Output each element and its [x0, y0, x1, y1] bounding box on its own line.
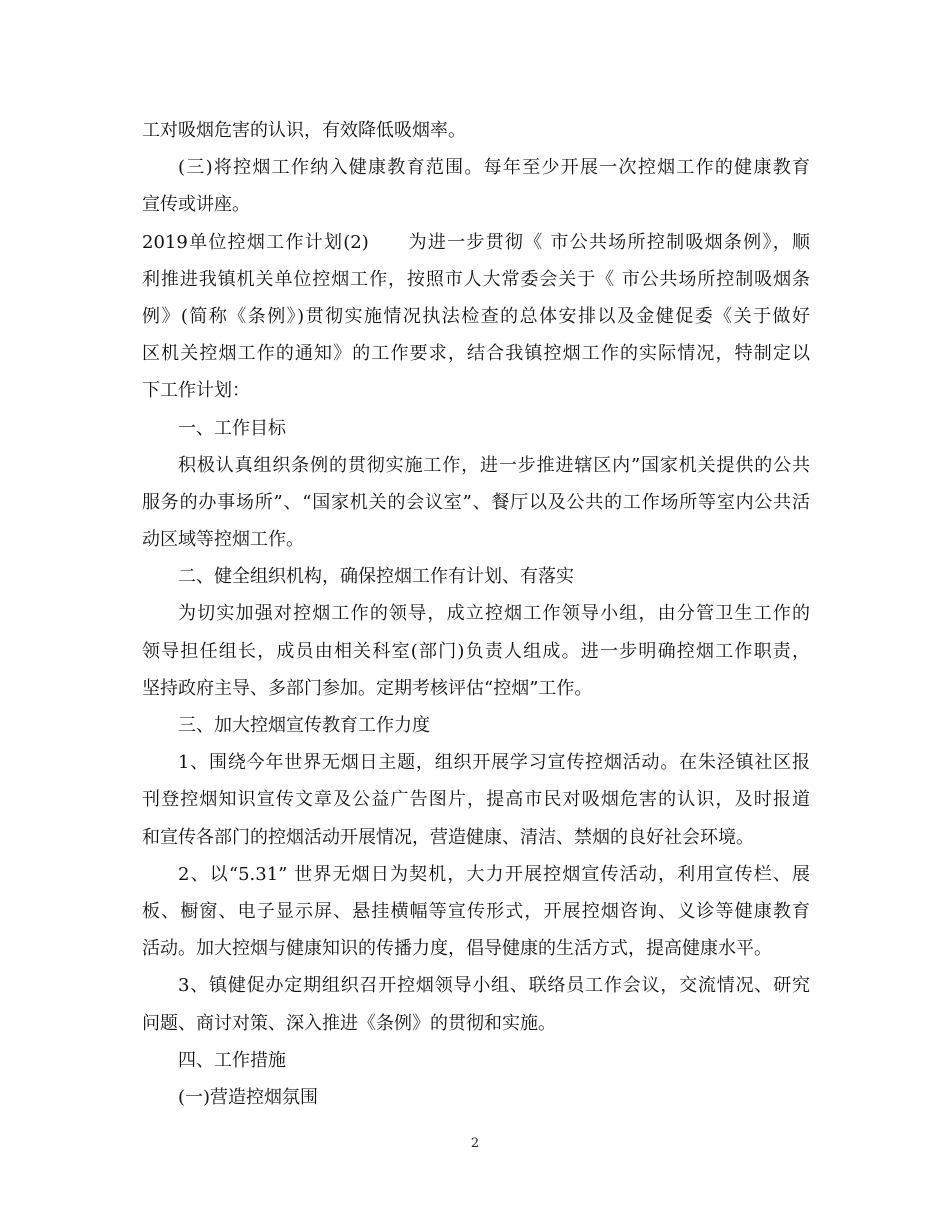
paragraph-line: 3、镇健促办定期组织召开控烟领导小组、联络员工作会议，交流情况、研究 — [178, 975, 810, 997]
page-number: 2 — [470, 1136, 480, 1151]
paragraph-line: 动区域等控烟工作。 — [142, 529, 304, 551]
section-heading: 一、工作目标 — [178, 417, 286, 439]
paragraph-line: 积极认真组织条例的贯彻实施工作，进一步推进辖区内”国家机关提供的公共 — [178, 454, 810, 476]
paragraph-line: 利推进我镇机关单位控烟工作，按照市人大常委会关于《 市公共场所控制吸烟条 — [142, 268, 810, 290]
document-body — [142, 112, 810, 1116]
paragraph-line: 领导担任组长，成员由相关科室(部门)负责人组成。进一步明确控烟工作职责， — [142, 640, 810, 662]
paragraph-line: 问题、商讨对策、深入推进《条例》的贯彻和实施。 — [142, 1012, 556, 1034]
paragraph-line: 例》(简称《条例》)贯彻实施情况执法检查的总体安排以及金健促委《关于做好 — [142, 305, 810, 327]
paragraph-line: 2019单位控烟工作计划(2) 为进一步贯彻《 市公共场所控制吸烟条例》，顺 — [142, 231, 810, 253]
section-heading: 二、健全组织机构，确保控烟工作有计划、有落实 — [178, 566, 574, 588]
paragraph-line: 2、以“5.31” 世界无烟日为契机，大力开展控烟宣传活动，利用宣传栏、展 — [178, 863, 810, 885]
paragraph-line: (三)将控烟工作纳入健康教育范围。每年至少开展一次控烟工作的健康教育 — [178, 157, 810, 179]
paragraph-line: 活动。加大控烟与健康知识的传播力度，倡导健康的生活方式，提高健康水平。 — [142, 938, 772, 960]
paragraph-line: 坚持政府主导、多部门参加。定期考核评估“控烟”工作。 — [142, 677, 593, 699]
paragraph-line: 为切实加强对控烟工作的领导，成立控烟工作领导小组，由分管卫生工作的 — [178, 603, 810, 625]
section-heading: 三、加大控烟宣传教育工作力度 — [178, 715, 430, 736]
section-heading: 四、工作措施 — [178, 1049, 286, 1071]
paragraph-line: 工对吸烟危害的认识，有效降低吸烟率。 — [142, 120, 466, 141]
paragraph-line: 刊登控烟知识宣传文章及公益广告图片，提高市民对吸烟危害的认识，及时报道 — [142, 789, 810, 811]
paragraph-line: 区机关控烟工作的通知》的工作要求，结合我镇控烟工作的实际情况，特制定以 — [142, 343, 810, 365]
paragraph-line: 板、橱窗、电子显示屏、悬挂横幅等宣传形式，开展控烟咨询、义诊等健康教育 — [142, 900, 810, 922]
paragraph-line: 1、围绕今年世界无烟日主题，组织开展学习宣传控烟活动。在朱泾镇社区报 — [178, 752, 810, 774]
subsection-heading: (一)营造控烟氛围 — [178, 1086, 319, 1108]
paragraph-line: 服务的办事场所”、“国家机关的会议室”、餐厅以及公共的工作场所等室内公共活 — [142, 491, 810, 513]
paragraph-line: 下工作计划： — [142, 380, 250, 402]
paragraph-line: 宣传或讲座。 — [142, 194, 250, 216]
paragraph-line: 和宣传各部门的控烟活动开展情况，营造健康、清洁、禁烟的良好社会环境。 — [142, 826, 754, 848]
